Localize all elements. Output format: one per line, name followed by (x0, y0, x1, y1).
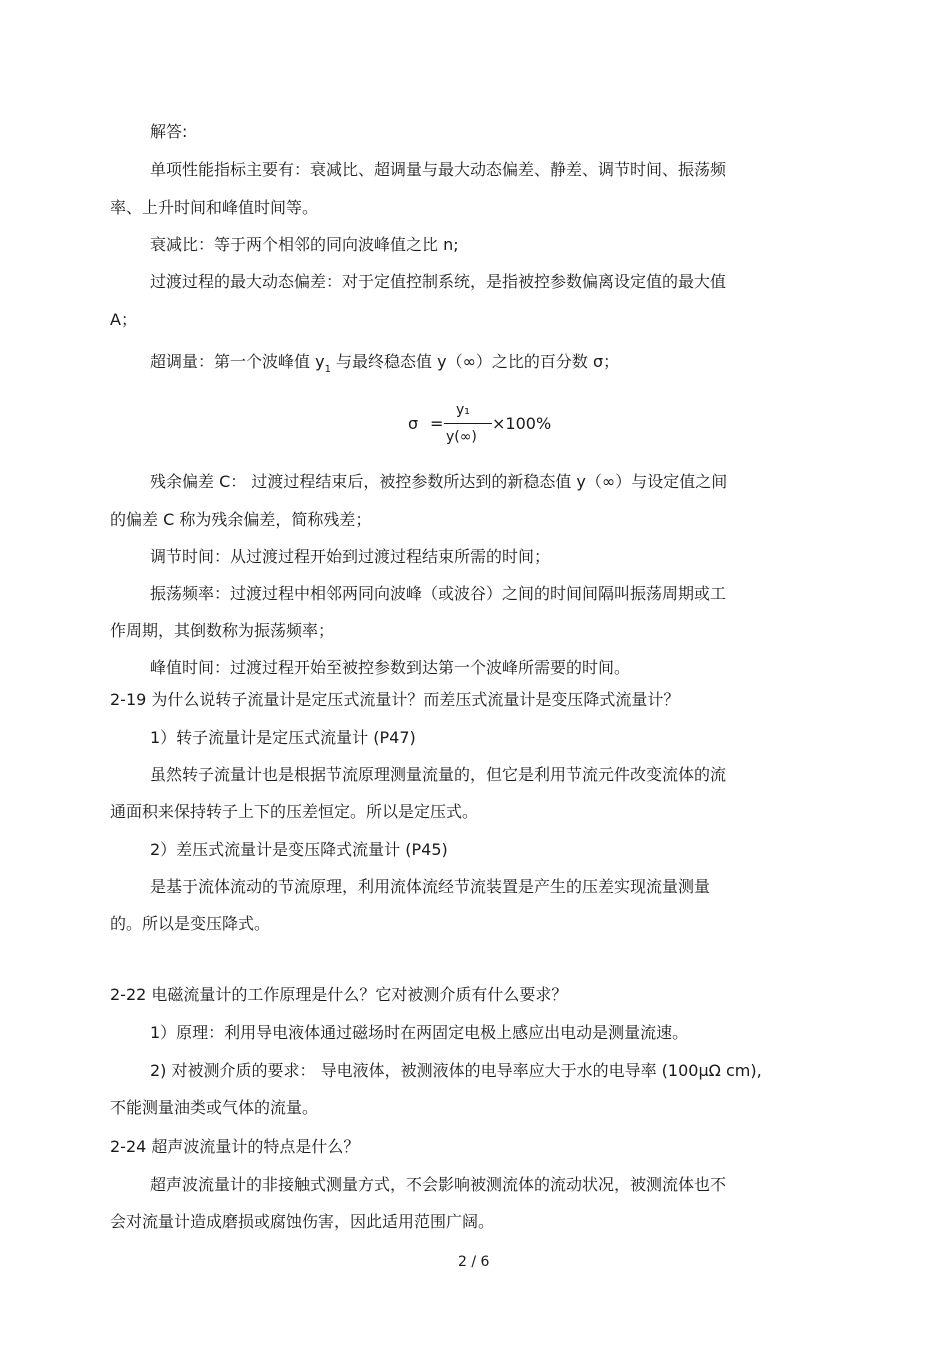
fraction-bar (444, 423, 492, 424)
text-line: 通面积来保持转子上下的压差恒定。所以是定压式。 (110, 802, 479, 821)
text-line: A； (110, 310, 137, 329)
text-line: 1）原理：利用导电液体通过磁场时在两固定电极上感应出电动是测量流速。 (150, 1023, 689, 1042)
answer-heading: 解答: (150, 122, 188, 141)
text-line: 残余偏差 C： 过渡过程结束后，被控参数所达到的新稳态值 y（∞）与设定值之间 (150, 472, 728, 491)
text-segment: 超调量：第一个波峰值 y (150, 352, 325, 371)
formula-equals: = (430, 414, 444, 433)
formula-denominator: y(∞) (446, 429, 477, 445)
text-line: 单项性能指标主要有：衰减比、超调量与最大动态偏差、静差、调节时间、振荡频 (150, 160, 727, 179)
question-heading: 2-19 为什么说转子流量计是定压式流量计？而差压式流量计是变压降式流量计？ (110, 690, 680, 709)
text-line: 振荡频率：过渡过程中相邻两同向波峰（或波谷）之间的时间间隔叫振荡周期或工 (150, 584, 727, 603)
text-line: 的。所以是变压降式。 (110, 914, 271, 933)
formula-sigma: σ (408, 414, 419, 433)
text-line (150, 352, 619, 375)
text-line: 率、上升时间和峰值时间等。 (110, 198, 319, 217)
text-line: 作周期，其倒数称为振荡频率； (110, 621, 335, 640)
question-heading: 2-22 电磁流量计的工作原理是什么？它对被测介质有什么要求？ (110, 985, 568, 1004)
text-line: 不能测量油类或气体的流量。 (110, 1098, 319, 1117)
text-line: 会对流量计造成磨损或腐蚀伤害，因此适用范围广阔。 (110, 1212, 495, 1231)
text-line: 峰值时间：过渡过程开始至被控参数到达第一个波峰所需要的时间。 (150, 658, 631, 677)
formula-numerator: y₁ (456, 402, 470, 418)
text-line: 过渡过程的最大动态偏差：对于定值控制系统，是指被控参数偏离设定值的最大值 (150, 272, 727, 291)
text-line: 是基于流体流动的节流原理，利用流体流经节流装置是产生的压差实现流量测量 (150, 877, 711, 896)
question-heading: 2-24 超声波流量计的特点是什么？ (110, 1137, 360, 1156)
text-line: 调节时间：从过渡过程开始到过渡过程结束所需的时间； (150, 547, 551, 566)
text-line: 1）转子流量计是定压式流量计 (P47) (150, 728, 416, 747)
overshoot-formula (408, 402, 558, 452)
text-line: 衰减比：等于两个相邻的同向波峰值之比 n; (150, 235, 459, 254)
text-segment: 与最终稳态值 y（∞）之比的百分数 σ； (330, 352, 620, 371)
text-line: 虽然转子流量计也是根据节流原理测量流量的，但它是利用节流元件改变流体的流 (150, 765, 727, 784)
formula-times: ×100% (492, 414, 552, 433)
text-line: 的偏差 C 称为残余偏差，简称残差； (110, 510, 372, 529)
subscript: 1 (324, 364, 331, 375)
text-line: 2) 对被测介质的要求： 导电液体，被测液体的电导率应大于水的电导率 (100μΩ cm), (150, 1061, 762, 1080)
page-number: 2 / 6 (458, 1254, 490, 1270)
text-line: 2）差压式流量计是变压降式流量计 (P45) (150, 840, 448, 859)
text-line: 超声波流量计的非接触式测量方式，不会影响被测流体的流动状况，被测流体也不 (150, 1175, 727, 1194)
